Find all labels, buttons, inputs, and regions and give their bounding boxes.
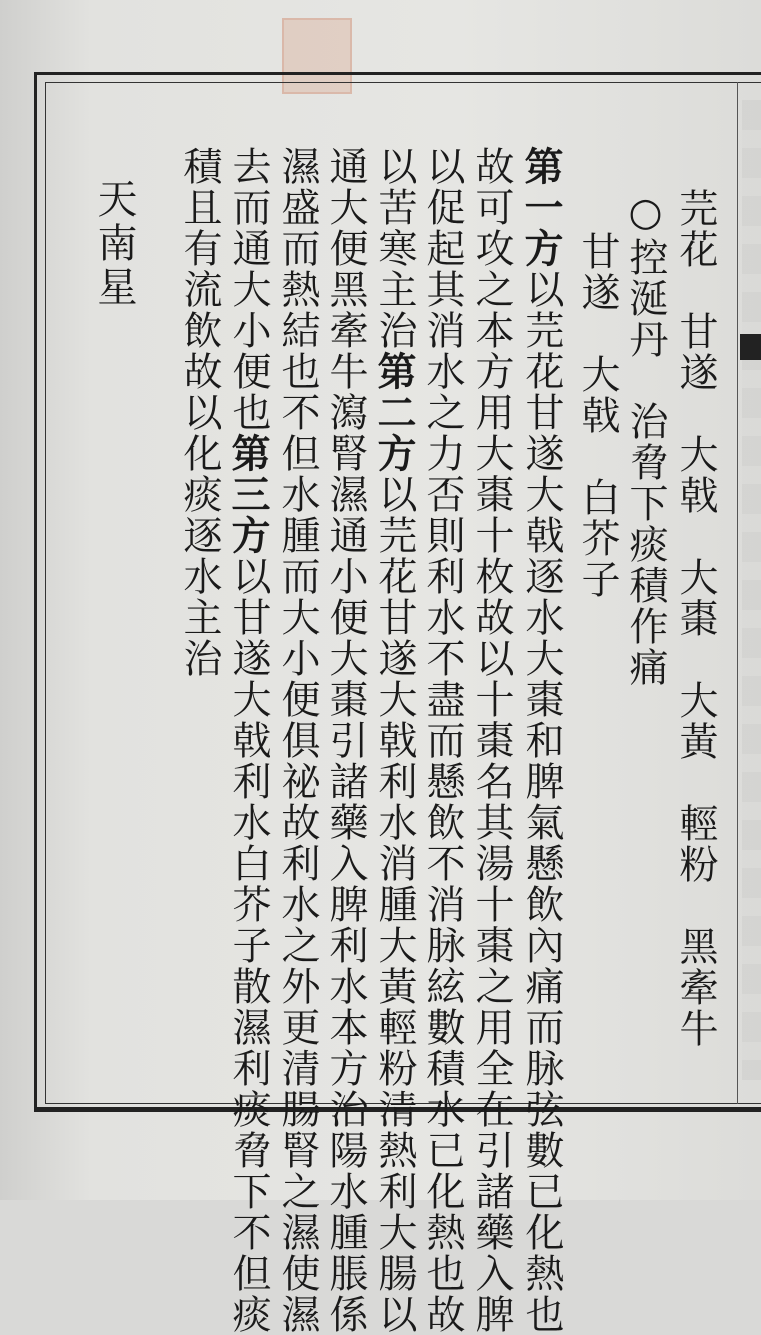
fish-tail-mark [740,334,761,360]
text-column-7: 以苦寒主治第二方以芫花甘遂大戟利水消腫大黃輕粉清熱利大腸以 [371,146,417,1335]
text-column-11: 積且有流飲故以化痰逐水主治 [177,146,222,679]
frame-right-rule [737,82,738,1104]
text-column-10: 去而通大小便也第三方以甘遂大戟利水白芥子散濕利痰脅下不但痰 [225,146,271,1335]
text-column-5: 故可攻之本方用大棗十枚故以十棗名其湯十棗之用全在引諸藥入脾 [469,146,514,1335]
text-column-2: ○控涎丹 治脅下痰積作痛 [623,190,668,688]
text-column-6: 以促起其消水之力否則利水不盡而懸飲不消脉絃數積水已化熱也故 [420,146,465,1335]
running-title-tiannanxing: 天南星 [91,178,137,310]
text-column-1: 芫花 甘遂 大戟 大棗 大黃 輕粉 黑牽牛 [673,188,718,1049]
text-column-3: 甘遂 大戟 白芥子 [575,190,620,600]
text-column-9: 濕盛而熱結也不但水腫而大小便俱祕故利水之外更清腸腎之濕使濕 [275,146,320,1335]
text-column-4: 第一方以芫花甘遂大戟逐水大棗和脾氣懸飲內痛而脉弦數已化熱也 [518,146,564,1335]
text-column-8: 通大便黑牽牛瀉腎濕通小便大棗引諸藥入脾利水本方治陽水腫脹係 [323,146,368,1335]
